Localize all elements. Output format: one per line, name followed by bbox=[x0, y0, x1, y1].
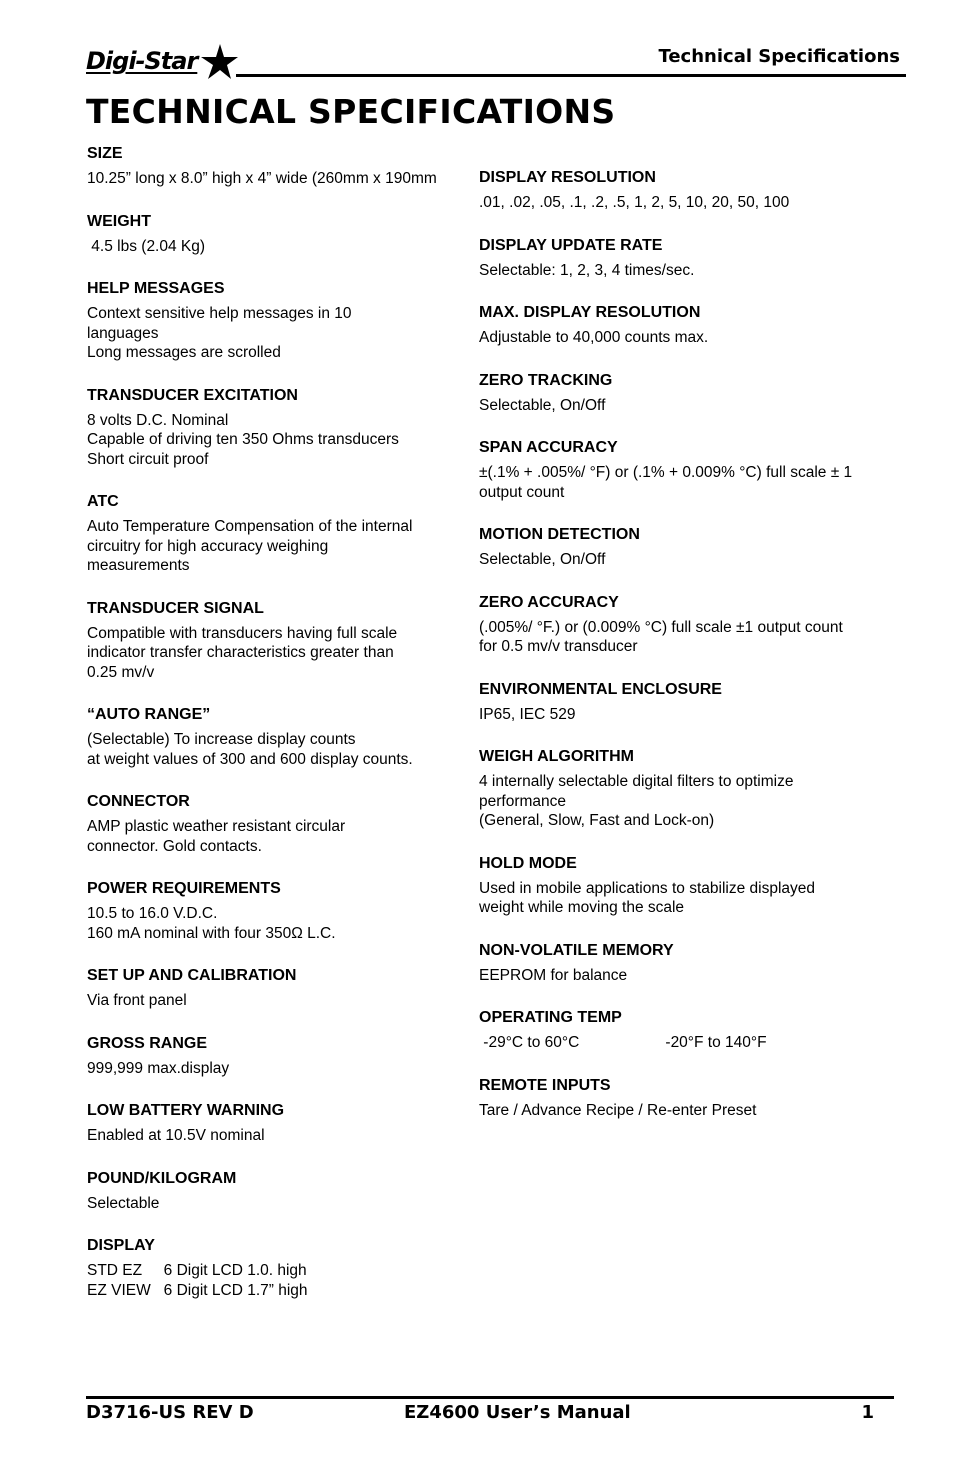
spec-block bbox=[87, 599, 467, 683]
spec-title: MAX. DISPLAY RESOLUTION bbox=[479, 304, 701, 321]
spec-line: 160 mA nominal with four 350Ω L.C. bbox=[87, 924, 336, 942]
spec-line: IP65, IEC 529 bbox=[479, 705, 576, 723]
spec-line: weight while moving the scale bbox=[479, 899, 685, 916]
page-number: 1 bbox=[861, 1402, 874, 1423]
spec-body bbox=[479, 550, 899, 570]
header-rule bbox=[236, 74, 906, 77]
spec-line: 0.25 mv/v bbox=[87, 663, 155, 681]
spec-line: Via front panel bbox=[87, 992, 187, 1009]
spec-line: connector. Gold contacts. bbox=[87, 837, 262, 855]
spec-block bbox=[87, 386, 467, 470]
spec-line: -29°C to 60°C -20°F to 140°F bbox=[479, 1034, 767, 1051]
spec-block bbox=[479, 593, 899, 657]
spec-line: EEPROM for balance bbox=[479, 966, 628, 984]
spec-line: languages bbox=[87, 324, 159, 342]
spec-body bbox=[87, 904, 467, 943]
spec-body bbox=[87, 991, 467, 1011]
spec-line: STD EZ 6 Digit LCD 1.0. high bbox=[87, 1262, 307, 1279]
spec-block bbox=[87, 212, 467, 257]
spec-line: measurements bbox=[87, 557, 190, 574]
spec-title: TRANSDUCER EXCITATION bbox=[87, 386, 298, 404]
spec-line: 10.25” long x 8.0” high x 4” wide (260mm x 190mm bbox=[87, 170, 437, 187]
left-spec-column bbox=[87, 144, 467, 1300]
spec-line: Long messages are scrolled bbox=[87, 344, 281, 361]
spec-block bbox=[479, 371, 899, 416]
spec-line: .01, .02, .05, .1, .2, .5, 1, 2, 5, 10, 20, 50, 100 bbox=[479, 194, 790, 211]
spec-line: Selectable bbox=[87, 1194, 160, 1212]
spec-title: NON-VOLATILE MEMORY bbox=[479, 941, 674, 959]
spec-line: 4 internally selectable digital filters to optimize bbox=[479, 773, 794, 790]
spec-body bbox=[87, 817, 467, 856]
spec-line: indicator transfer characteristics greater than bbox=[87, 644, 394, 661]
spec-line: 8 volts D.C. Nominal bbox=[87, 411, 229, 429]
spec-line: 4.5 lbs (2.04 Kg) bbox=[87, 237, 206, 255]
spec-body bbox=[87, 1194, 467, 1214]
spec-title: MOTION DETECTION bbox=[479, 526, 640, 543]
spec-block bbox=[479, 1008, 899, 1053]
right-spec-column bbox=[479, 168, 899, 1120]
spec-title: POUND/KILOGRAM bbox=[87, 1169, 237, 1187]
spec-block bbox=[87, 279, 467, 363]
spec-title: SET UP AND CALIBRATION bbox=[87, 967, 297, 984]
spec-title: “AUTO RANGE” bbox=[87, 706, 211, 723]
spec-title: WEIGHT bbox=[87, 212, 151, 230]
digi-star-logo bbox=[86, 44, 197, 78]
spec-line: Capable of driving ten 350 Ohms transducers bbox=[87, 431, 399, 448]
spec-block bbox=[87, 1034, 467, 1079]
spec-block bbox=[479, 941, 899, 986]
spec-block bbox=[479, 303, 899, 348]
spec-block bbox=[87, 1169, 467, 1214]
spec-line: 10.5 to 16.0 V.D.C. bbox=[87, 905, 218, 922]
spec-line: circuitry for high accuracy weighing bbox=[87, 537, 329, 555]
spec-line: Selectable, On/Off bbox=[479, 396, 606, 414]
spec-title: ZERO TRACKING bbox=[479, 371, 613, 389]
spec-title: LOW BATTERY WARNING bbox=[87, 1102, 285, 1119]
spec-title: ATC bbox=[87, 493, 119, 510]
spec-block bbox=[87, 1101, 467, 1146]
spec-body bbox=[87, 1059, 467, 1079]
footer-rule bbox=[86, 1396, 894, 1399]
spec-title: ENVIRONMENTAL ENCLOSURE bbox=[479, 680, 722, 698]
spec-line: (.005%/ °F.) or (0.009% °C) full scale ±1 output count bbox=[479, 618, 843, 636]
page-footer bbox=[86, 1402, 886, 1426]
spec-line: Enabled at 10.5V nominal bbox=[87, 1127, 265, 1144]
manual-title: EZ4600 User’s Manual bbox=[404, 1402, 631, 1423]
spec-body bbox=[87, 517, 467, 576]
spec-block bbox=[479, 680, 899, 725]
spec-line: Context sensitive help messages in 10 bbox=[87, 305, 352, 322]
spec-line: for 0.5 mv/v transducer bbox=[479, 638, 638, 655]
spec-body bbox=[479, 772, 899, 831]
spec-body bbox=[479, 879, 899, 918]
spec-block bbox=[87, 966, 467, 1011]
spec-line: Selectable, On/Off bbox=[479, 551, 606, 568]
spec-body bbox=[479, 261, 899, 281]
spec-title: DISPLAY UPDATE RATE bbox=[479, 236, 663, 254]
logo-text: Digi-Star bbox=[86, 47, 198, 75]
spec-block bbox=[479, 438, 899, 502]
spec-body bbox=[87, 169, 467, 189]
spec-body bbox=[479, 396, 899, 416]
spec-block bbox=[479, 747, 899, 831]
spec-body bbox=[479, 328, 899, 348]
spec-title: CONNECTOR bbox=[87, 793, 190, 810]
spec-title: DISPLAY RESOLUTION bbox=[479, 169, 656, 186]
spec-line: Adjustable to 40,000 counts max. bbox=[479, 329, 709, 346]
spec-title: GROSS RANGE bbox=[87, 1034, 208, 1052]
spec-body bbox=[479, 618, 899, 657]
spec-title: ZERO ACCURACY bbox=[479, 593, 619, 611]
spec-title: DISPLAY bbox=[87, 1237, 155, 1254]
spec-body bbox=[87, 624, 467, 683]
star-icon bbox=[196, 44, 238, 80]
spec-title: REMOTE INPUTS bbox=[479, 1076, 611, 1094]
spec-title: HELP MESSAGES bbox=[87, 280, 225, 297]
spec-body bbox=[87, 1261, 467, 1300]
spec-title: HOLD MODE bbox=[479, 854, 577, 872]
spec-body bbox=[87, 1126, 467, 1146]
spec-title: POWER REQUIREMENTS bbox=[87, 880, 281, 897]
spec-body bbox=[479, 1101, 899, 1121]
page-title: TECHNICAL SPECIFICATIONS bbox=[86, 92, 616, 131]
spec-block bbox=[87, 144, 467, 189]
spec-line: Compatible with transducers having full scale bbox=[87, 624, 398, 642]
spec-body bbox=[87, 411, 467, 470]
page-header bbox=[86, 40, 906, 80]
spec-line: (General, Slow, Fast and Lock-on) bbox=[479, 812, 715, 829]
spec-line: Tare / Advance Recipe / Re-enter Preset bbox=[479, 1101, 757, 1119]
spec-line: output count bbox=[479, 483, 565, 501]
spec-line: ±(.1% + .005%/ °F) or (.1% + 0.009% °C) full scale ± 1 bbox=[479, 464, 853, 481]
spec-line: AMP plastic weather resistant circular bbox=[87, 818, 346, 835]
spec-block bbox=[87, 792, 467, 856]
spec-block bbox=[479, 1076, 899, 1121]
spec-line: 999,999 max.display bbox=[87, 1059, 230, 1077]
spec-block bbox=[479, 854, 899, 918]
spec-line: (Selectable) To increase display counts bbox=[87, 731, 356, 748]
spec-body bbox=[87, 730, 467, 769]
spec-block bbox=[87, 705, 467, 769]
spec-block bbox=[87, 1236, 467, 1300]
spec-body bbox=[479, 193, 899, 213]
spec-line: EZ VIEW 6 Digit LCD 1.7” high bbox=[87, 1281, 308, 1299]
spec-line: Used in mobile applications to stabilize displayed bbox=[479, 879, 816, 897]
spec-block bbox=[479, 168, 899, 213]
spec-line: Auto Temperature Compensation of the internal bbox=[87, 518, 413, 535]
spec-block bbox=[479, 236, 899, 281]
spec-title: OPERATING TEMP bbox=[479, 1009, 622, 1026]
spec-block bbox=[87, 879, 467, 943]
spec-body bbox=[479, 463, 899, 502]
spec-title: SIZE bbox=[87, 145, 123, 162]
spec-title: WEIGH ALGORITHM bbox=[479, 748, 634, 765]
spec-line: performance bbox=[479, 792, 567, 810]
spec-body bbox=[87, 237, 467, 257]
spec-line: Short circuit proof bbox=[87, 450, 209, 468]
spec-body bbox=[87, 304, 467, 363]
doc-number: D3716-US REV D bbox=[86, 1402, 254, 1423]
spec-line: at weight values of 300 and 600 display counts. bbox=[87, 750, 413, 768]
spec-block bbox=[87, 492, 467, 576]
header-section-title: Technical Specifications bbox=[658, 46, 900, 67]
spec-title: TRANSDUCER SIGNAL bbox=[87, 599, 264, 617]
spec-body bbox=[479, 1033, 899, 1053]
spec-body bbox=[479, 705, 899, 725]
spec-body bbox=[479, 966, 899, 986]
spec-title: SPAN ACCURACY bbox=[479, 439, 618, 456]
spec-block bbox=[479, 525, 899, 570]
spec-line: Selectable: 1, 2, 3, 4 times/sec. bbox=[479, 261, 695, 279]
